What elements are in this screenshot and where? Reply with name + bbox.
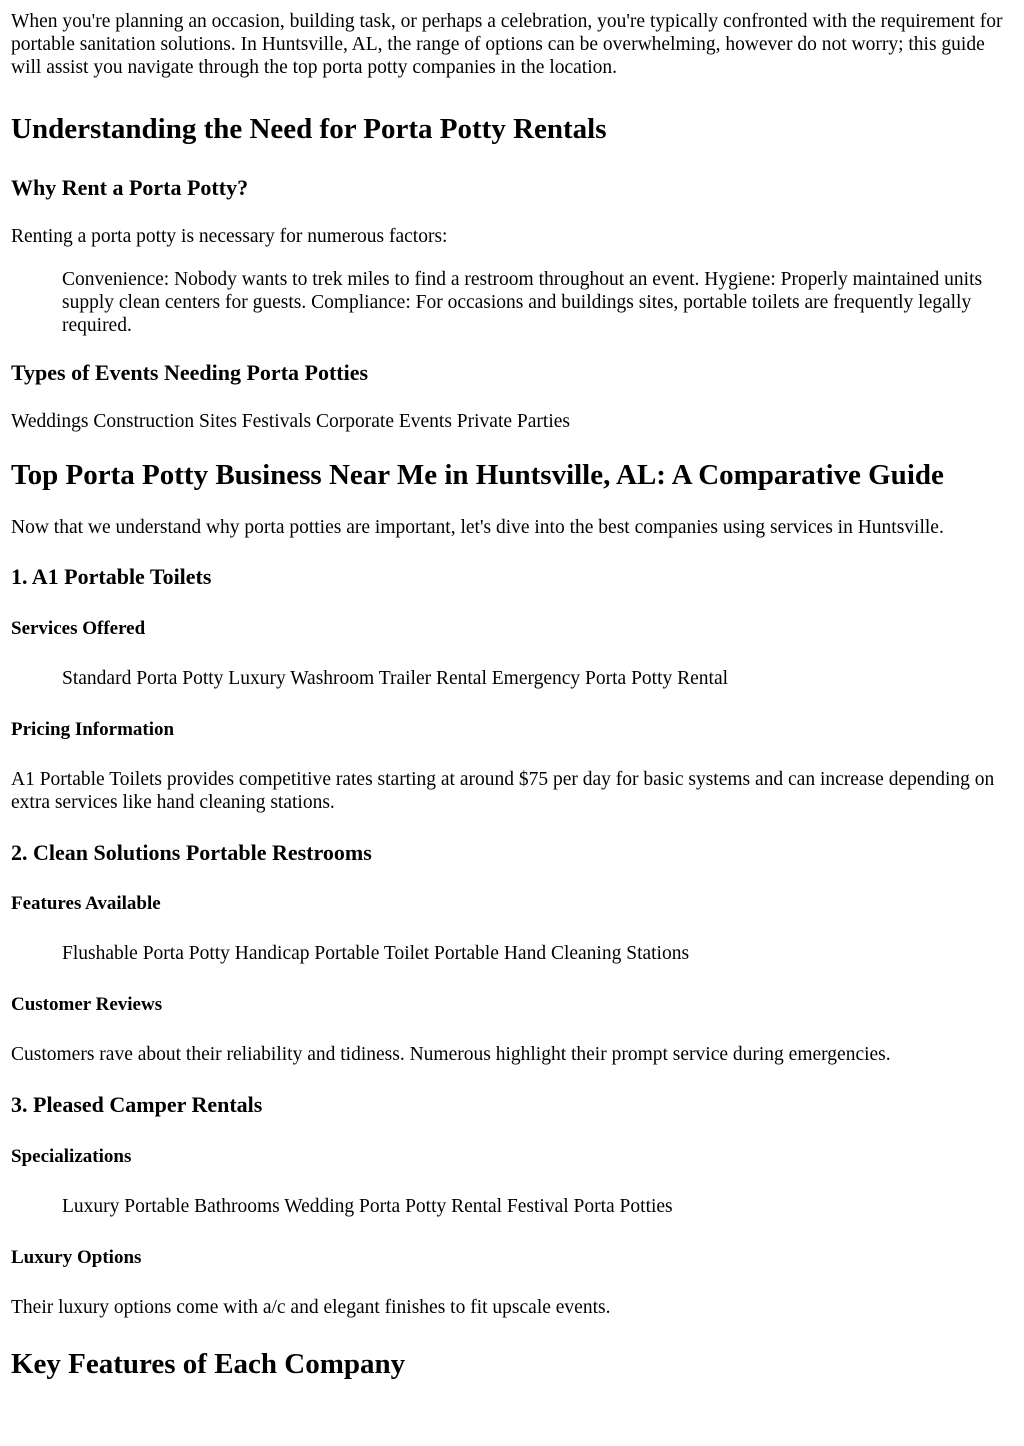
pleased-camper-luxury-heading: Luxury Options <box>11 1247 142 1268</box>
section-heading-top-companies: Top Porta Potty Business Near Me in Huntsville, AL: A Comparative Guide <box>11 459 944 491</box>
company-heading-clean-solutions: 2. Clean Solutions Portable Restrooms <box>11 840 372 865</box>
why-rent-lead: Renting a porta potty is necessary for numerous factors: <box>11 226 448 247</box>
pleased-camper-luxury-text: Their luxury options come with a/c and elegant finishes to fit upscale events. <box>11 1297 611 1318</box>
company-heading-a1: 1. A1 Portable Toilets <box>11 564 212 589</box>
a1-pricing-heading: Pricing Information <box>11 719 175 740</box>
section-heading-key-features: Key Features of Each Company <box>11 1348 406 1380</box>
clean-solutions-features-heading: Features Available <box>11 893 161 914</box>
section-heading-need: Understanding the Need for Porta Potty Rentals <box>11 113 607 145</box>
a1-services-list: Standard Porta Potty Luxury Washroom Trailer Rental Emergency Porta Potty Rental <box>62 668 729 689</box>
pleased-camper-spec-heading: Specializations <box>11 1146 132 1167</box>
a1-pricing-text: A1 Portable Toilets provides competitive rates starting at around $75 per day for basic systems and can increase depending on extra services like hand cleaning stations. <box>11 769 995 813</box>
clean-solutions-features-list: Flushable Porta Potty Handicap Portable Toilet Portable Hand Cleaning Stations <box>62 943 690 964</box>
intro-paragraph: When you're planning an occasion, building task, or perhaps a celebration, you're typically confronted with the requirement for portable sanitation solutions. In Huntsville, AL, the range of options can be overwhelming, however do not worry; this guide will assist you navigate through the top porta potty companies in the location. <box>11 11 1003 78</box>
top-companies-lead: Now that we understand why porta potties are important, let's dive into the best companies using services in Huntsville. <box>11 517 944 538</box>
subheading-why-rent: Why Rent a Porta Potty? <box>11 175 249 200</box>
a1-services-heading: Services Offered <box>11 618 146 639</box>
clean-solutions-reviews-heading: Customer Reviews <box>11 994 163 1015</box>
event-types-list: Weddings Construction Sites Festivals Corporate Events Private Parties <box>11 411 570 432</box>
pleased-camper-spec-list: Luxury Portable Bathrooms Wedding Porta Potty Rental Festival Porta Potties <box>62 1196 673 1217</box>
subheading-event-types: Types of Events Needing Porta Potties <box>11 360 369 385</box>
clean-solutions-reviews-text: Customers rave about their reliability and tidiness. Numerous highlight their prompt service during emergencies. <box>11 1044 891 1065</box>
company-heading-pleased-camper: 3. Pleased Camper Rentals <box>11 1092 263 1117</box>
why-rent-reasons-list: Convenience: Nobody wants to trek miles to find a restroom throughout an event. Hygiene: Properly maintained units supply clean centers for guests. Compliance: For occasions and buildings sites, portable toilets are frequently legally required. <box>62 269 983 336</box>
